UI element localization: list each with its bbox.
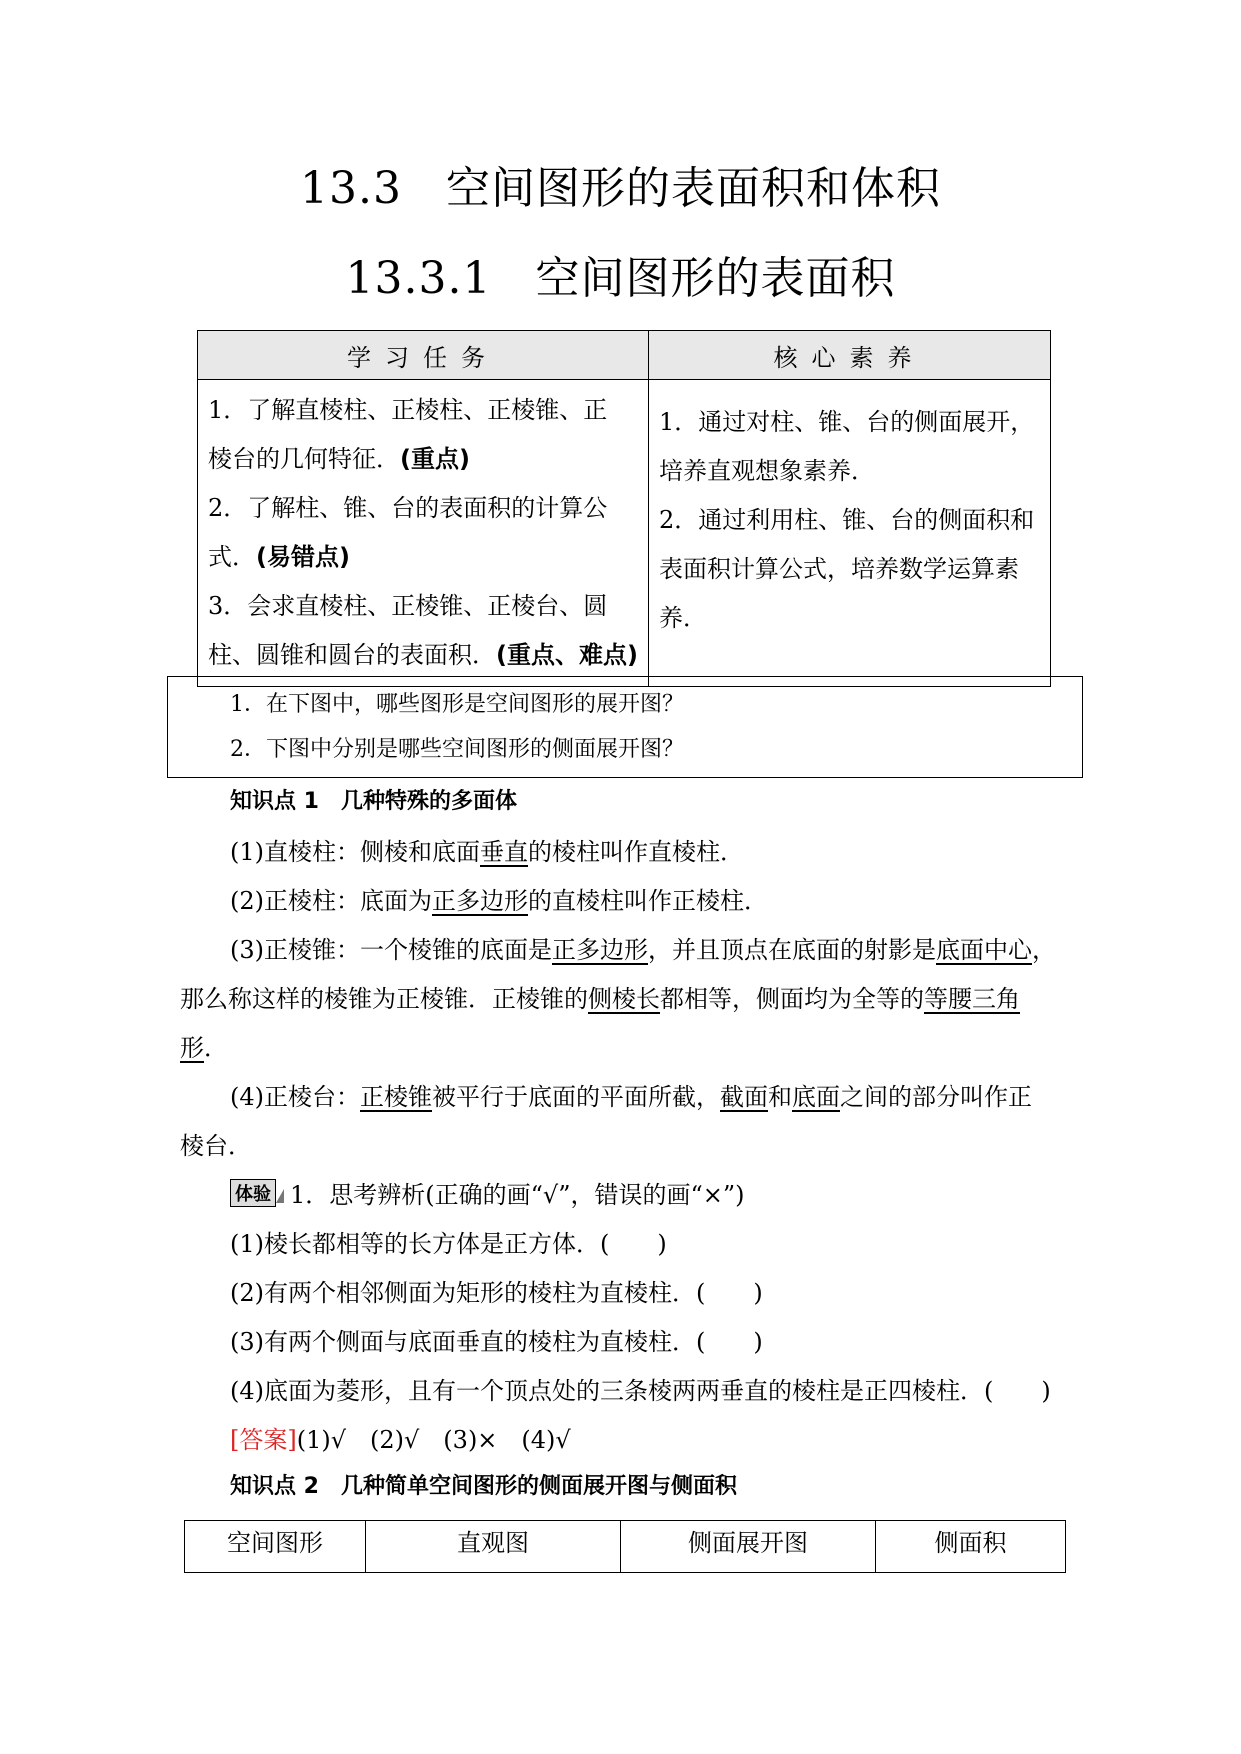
answer-tag: [答案] bbox=[230, 1426, 297, 1454]
exercise-item: (4)底面为菱形，且有一个顶点处的三条棱两两垂直的棱柱是正四棱柱．( ) bbox=[230, 1377, 1051, 1405]
kp1-paragraph-3-end: 形． bbox=[180, 1034, 228, 1062]
literacy-line: 表面积计算公式，培养数学运算素 bbox=[659, 555, 1019, 583]
column-header: 侧面展开图 bbox=[621, 1521, 876, 1573]
kp1-paragraph-2: (2)正棱柱：底面为正多边形的直棱柱叫作正棱柱． bbox=[230, 887, 768, 915]
task-line: 3．会求直棱柱、正棱锥、正棱台、圆 bbox=[208, 592, 608, 620]
task-line: 1．了解直棱柱、正棱柱、正棱锥、正 bbox=[208, 396, 608, 424]
literacy-line: 1．通过对柱、锥、台的侧面展开， bbox=[659, 408, 1035, 436]
knowledge-point-1-heading: 知识点 1 几种特殊的多面体 bbox=[230, 789, 517, 814]
lateral-surface-table bbox=[184, 1520, 1066, 1573]
answer-line: [答案](1)√ (2)√ (3)× (4)√ bbox=[230, 1426, 571, 1454]
experience-badge: 体验 bbox=[230, 1179, 276, 1207]
exercise-item: (3)有两个侧面与底面垂直的棱柱为直棱柱．( ) bbox=[230, 1328, 763, 1356]
kp1-paragraph-3-cont: 那么称这样的棱锥为正棱锥．正棱锥的侧棱长都相等，侧面均为全等的等腰三角 bbox=[180, 985, 1020, 1013]
kp1-paragraph-4-end: 棱台． bbox=[180, 1132, 252, 1160]
literacy-line: 培养直观想象素养． bbox=[659, 457, 875, 485]
column-header: 空间图形 bbox=[185, 1521, 366, 1573]
kp1-paragraph-4: (4)正棱台：正棱锥被平行于底面的平面所截，截面和底面之间的部分叫作正 bbox=[230, 1083, 1032, 1111]
triangle-icon bbox=[276, 1189, 284, 1203]
literacy-line: 2．通过利用柱、锥、台的侧面积和 bbox=[659, 506, 1035, 534]
page-title: 13.3 空间图形的表面积和体积 bbox=[300, 163, 941, 214]
exercise-intro: 体验 1．思考辨析(正确的画“√”，错误的画“×”) bbox=[230, 1175, 744, 1210]
task-line: 式．(易错点) bbox=[208, 543, 350, 571]
header-learning-task: 学习任务 bbox=[198, 331, 649, 380]
exercise-item: (1)棱长都相等的长方体是正方体．( ) bbox=[230, 1230, 667, 1258]
column-header: 直观图 bbox=[366, 1521, 621, 1573]
question-2: 2．下图中分别是哪些空间图形的侧面展开图？ bbox=[230, 737, 684, 762]
kp1-paragraph-1: (1)直棱柱：侧棱和底面垂直的棱柱叫作直棱柱． bbox=[230, 838, 744, 866]
task-line: 2．了解柱、锥、台的表面积的计算公 bbox=[208, 494, 608, 522]
task-line: 柱、圆锥和圆台的表面积．(重点、难点) bbox=[208, 641, 638, 669]
task-line: 棱台的几何特征．(重点) bbox=[208, 445, 470, 473]
question-1: 1．在下图中，哪些图形是空间图形的展开图？ bbox=[230, 692, 684, 717]
literacy-line: 养． bbox=[659, 604, 707, 632]
section-title: 13.3.1 空间图形的表面积 bbox=[345, 253, 896, 304]
content-body bbox=[180, 0, 1070, 1754]
column-header: 侧面积 bbox=[876, 1521, 1066, 1573]
knowledge-point-2-heading: 知识点 2 几种简单空间图形的侧面展开图与侧面积 bbox=[230, 1474, 737, 1499]
kp1-paragraph-3: (3)正棱锥：一个棱锥的底面是正多边形，并且顶点在底面的射影是底面中心， bbox=[230, 936, 1056, 964]
header-core-literacy: 核心素养 bbox=[649, 331, 1051, 380]
exercise-item: (2)有两个相邻侧面为矩形的棱柱为直棱柱．( ) bbox=[230, 1279, 763, 1307]
